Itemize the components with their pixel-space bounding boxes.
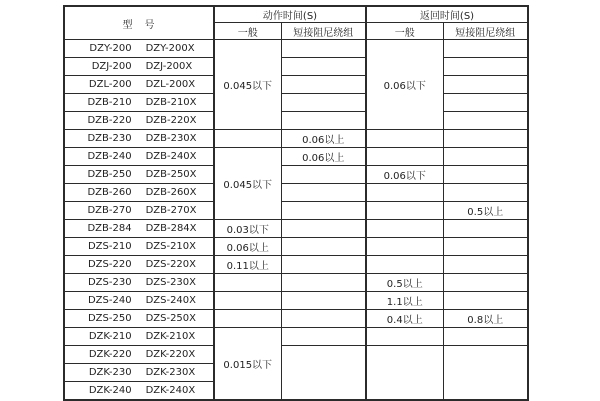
- return-damping-cell: [443, 112, 528, 130]
- model-primary: DZB-250: [87, 169, 132, 180]
- model-variant: DZL-200X: [145, 79, 196, 90]
- model-variant: DZB-220X: [145, 115, 197, 126]
- model-primary: DZK-210: [88, 331, 132, 342]
- table-row: [64, 274, 528, 292]
- return-damping-cell: [443, 58, 528, 76]
- action-damping-cell: [281, 202, 366, 220]
- model-primary: DZS-230: [87, 277, 132, 288]
- table-row: [64, 76, 528, 94]
- header-action-general: 一般: [214, 23, 281, 40]
- action-damping-cell: [281, 166, 366, 184]
- return-damping-cell: [443, 220, 528, 238]
- return-damping-cell: [443, 346, 528, 400]
- return-general-cell: 0.5以上: [366, 274, 443, 292]
- header-action-time: 动作时间(S): [214, 6, 366, 23]
- return-general-cell: [366, 148, 443, 166]
- model-cell: [64, 94, 214, 112]
- return-general-cell: [366, 346, 443, 400]
- model-variant: DZS-240X: [145, 295, 197, 306]
- table-row: [64, 310, 528, 328]
- table-row: [64, 184, 528, 202]
- return-general-cell: [366, 256, 443, 274]
- model-primary: DZK-220: [88, 349, 132, 360]
- action-damping-cell: [281, 94, 366, 112]
- return-damping-cell: [443, 76, 528, 94]
- model-primary: DZS-250: [87, 313, 132, 324]
- return-damping-cell: [443, 256, 528, 274]
- return-damping-cell: [443, 94, 528, 112]
- return-damping-cell: [443, 328, 528, 346]
- return-general-cell: [366, 238, 443, 256]
- model-cell: [64, 220, 214, 238]
- model-variant: DZB-230X: [145, 133, 197, 144]
- model-variant: DZB-240X: [145, 151, 197, 162]
- model-cell: [64, 76, 214, 94]
- model-primary: DZB-260: [87, 187, 132, 198]
- table-row: [64, 256, 528, 274]
- relay-spec-table: [63, 5, 529, 401]
- action-damping-cell: [281, 346, 366, 400]
- model-variant: DZS-210X: [145, 241, 197, 252]
- return-general-cell: 0.06以下: [366, 40, 443, 130]
- return-general-cell: [366, 202, 443, 220]
- action-damping-cell: [281, 220, 366, 238]
- model-primary: DZJ-200: [91, 61, 132, 72]
- model-primary: DZS-210: [87, 241, 132, 252]
- action-general-cell: 0.045以下: [214, 40, 281, 130]
- model-cell: [64, 292, 214, 310]
- model-cell: [64, 328, 214, 346]
- model-variant: DZB-260X: [145, 187, 197, 198]
- model-variant: DZB-210X: [145, 97, 197, 108]
- action-damping-cell: [281, 274, 366, 292]
- model-cell: [64, 184, 214, 202]
- action-damping-cell: [281, 58, 366, 76]
- model-variant: DZB-270X: [145, 205, 197, 216]
- action-damping-cell: [281, 310, 366, 328]
- action-general-cell: 0.045以下: [214, 148, 281, 220]
- action-general-cell: 0.11以上: [214, 256, 281, 274]
- return-damping-cell: [443, 238, 528, 256]
- return-general-cell: 0.06以下: [366, 166, 443, 184]
- table-row: [64, 112, 528, 130]
- table-row: [64, 58, 528, 76]
- model-cell: [64, 58, 214, 76]
- return-general-cell: 0.4以上: [366, 310, 443, 328]
- model-cell: [64, 346, 214, 364]
- action-damping-cell: [281, 76, 366, 94]
- action-damping-cell: [281, 292, 366, 310]
- action-damping-cell: 0.06以上: [281, 130, 366, 148]
- action-damping-cell: [281, 256, 366, 274]
- table-row: [64, 346, 528, 364]
- return-damping-cell: [443, 292, 528, 310]
- return-damping-cell: 0.5以上: [443, 202, 528, 220]
- model-primary: DZK-230: [88, 367, 132, 378]
- model-cell: [64, 364, 214, 382]
- model-primary: DZK-240: [88, 384, 132, 396]
- model-cell: [64, 202, 214, 220]
- return-damping-cell: [443, 274, 528, 292]
- header-return-damping: 短接阻尼绕组: [443, 23, 528, 40]
- model-variant: DZK-210X: [145, 331, 196, 342]
- return-damping-cell: 0.8以上: [443, 310, 528, 328]
- model-variant: DZK-240X: [145, 384, 196, 396]
- model-primary: DZS-220: [87, 259, 132, 270]
- return-damping-cell: [443, 184, 528, 202]
- model-cell: [64, 256, 214, 274]
- table-row: [64, 148, 528, 166]
- model-primary: DZB-210: [87, 97, 132, 108]
- header-return-time: 返回时间(S): [366, 6, 528, 23]
- model-variant: DZK-230X: [145, 367, 196, 378]
- model-cell: [64, 40, 214, 58]
- action-general-cell: 0.015以下: [214, 328, 281, 400]
- model-cell: [64, 274, 214, 292]
- model-cell: [64, 130, 214, 148]
- action-damping-cell: [281, 112, 366, 130]
- model-primary: DZB-270: [87, 205, 132, 216]
- return-damping-cell: [443, 148, 528, 166]
- action-damping-cell: [281, 328, 366, 346]
- table-row: [64, 328, 528, 346]
- return-damping-cell: [443, 40, 528, 58]
- return-damping-cell: [443, 130, 528, 148]
- return-damping-cell: [443, 166, 528, 184]
- model-variant: DZK-220X: [145, 349, 196, 360]
- action-damping-cell: 0.06以上: [281, 148, 366, 166]
- action-general-cell: [214, 130, 281, 148]
- header-return-general: 一般: [366, 23, 443, 40]
- model-variant: DZS-250X: [145, 313, 197, 324]
- model-primary: DZL-200: [88, 79, 132, 90]
- table-row: [64, 40, 528, 58]
- model-cell: [64, 238, 214, 256]
- model-variant: DZB-250X: [145, 169, 197, 180]
- model-variant: DZS-220X: [145, 259, 197, 270]
- table-row: [64, 238, 528, 256]
- header-action-damping: 短接阻尼绕组: [281, 23, 366, 40]
- action-general-cell: [214, 292, 281, 310]
- table-row: [64, 292, 528, 310]
- model-variant: DZY-200X: [145, 43, 195, 54]
- table-row: [64, 166, 528, 184]
- action-damping-cell: [281, 238, 366, 256]
- action-general-cell: [214, 310, 281, 328]
- return-general-cell: 1.1以上: [366, 292, 443, 310]
- return-general-cell: [366, 328, 443, 346]
- model-cell: [64, 148, 214, 166]
- action-general-cell: 0.03以下: [214, 220, 281, 238]
- header-model: 型 号: [64, 6, 214, 40]
- model-variant: DZS-230X: [145, 277, 197, 288]
- model-primary: DZB-284: [87, 223, 132, 234]
- action-general-cell: [214, 274, 281, 292]
- action-damping-cell: [281, 40, 366, 58]
- header-row-1: [64, 6, 528, 23]
- table-row: [64, 130, 528, 148]
- model-primary: DZS-240: [87, 295, 132, 306]
- return-general-cell: [366, 184, 443, 202]
- table-row: [64, 94, 528, 112]
- table-row: [64, 202, 528, 220]
- model-cell: [64, 112, 214, 130]
- model-cell: [64, 166, 214, 184]
- model-cell: [64, 382, 214, 400]
- model-primary: DZB-220: [87, 115, 132, 126]
- model-primary: DZB-240: [87, 151, 132, 162]
- action-damping-cell: [281, 184, 366, 202]
- return-general-cell: [366, 130, 443, 148]
- table-row: [64, 220, 528, 238]
- model-cell: [64, 310, 214, 328]
- model-variant: DZJ-200X: [145, 61, 193, 72]
- return-general-cell: [366, 220, 443, 238]
- model-primary: DZB-230: [87, 133, 132, 144]
- model-variant: DZB-284X: [145, 223, 197, 234]
- model-primary: DZY-200: [89, 43, 132, 54]
- action-general-cell: 0.06以上: [214, 238, 281, 256]
